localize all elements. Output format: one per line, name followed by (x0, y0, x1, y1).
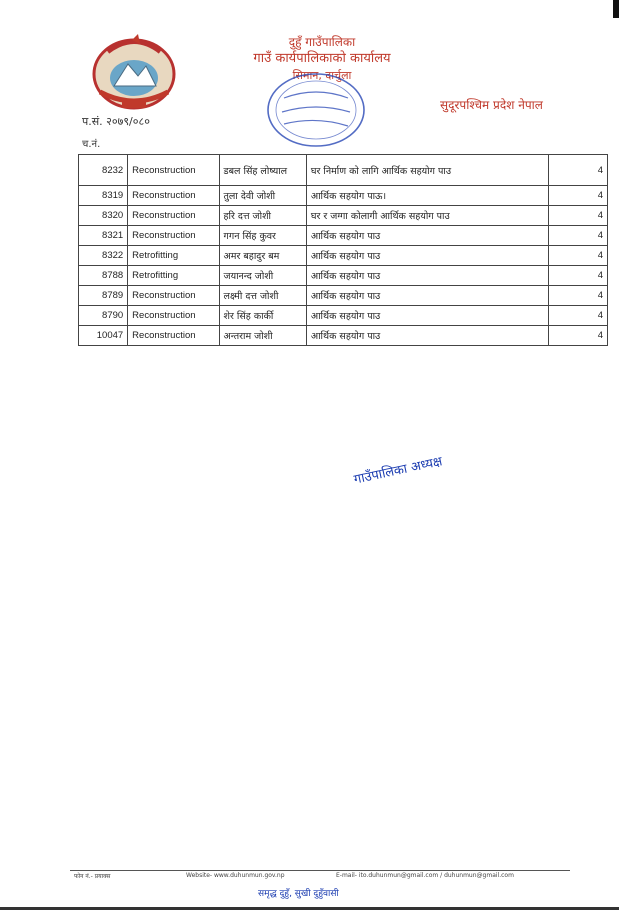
cell-name: शेर सिंह कार्की (219, 306, 306, 326)
cell-count: 4 (548, 326, 607, 346)
cell-type: Reconstruction (128, 186, 219, 206)
footer-email: E-mail- ito.duhunmun@gmail.com / duhunmun@gmail.com (336, 872, 514, 879)
scan-edge-mark (613, 0, 619, 18)
office-name: गाउँ कार्यपालिकाको कार्यालय (253, 51, 391, 66)
cell-count: 4 (548, 226, 607, 246)
province-name: सुदूरपश्चिम प्रदेश नेपाल (440, 98, 543, 112)
cell-type: Retrofitting (128, 246, 219, 266)
cell-name: अन्तराम जोशी (219, 326, 306, 346)
table-row (79, 226, 608, 246)
reference-number: प.सं. २०७९/०८० (82, 115, 150, 128)
cell-count: 4 (548, 206, 607, 226)
cell-id: 8320 (79, 206, 128, 226)
cell-purpose: आर्थिक सहयोग पाउ (306, 286, 548, 306)
table-row (79, 186, 608, 206)
footer-divider (70, 870, 570, 871)
cell-purpose: आर्थिक सहयोग पाउ (306, 326, 548, 346)
cell-type: Reconstruction (128, 226, 219, 246)
cell-count: 4 (548, 306, 607, 326)
table-row (79, 306, 608, 326)
beneficiary-table (78, 154, 608, 346)
cell-name: अमर बहादुर बम (219, 246, 306, 266)
cell-purpose: आर्थिक सहयोग पाउ (306, 266, 548, 286)
cell-name: डबल सिंह लोष्याल (219, 155, 306, 186)
municipality-name: दुहुँ गाउँपालिका (288, 35, 356, 49)
cell-purpose: घर र जग्गा कोलागी आर्थिक सहयोग पाउ (306, 206, 548, 226)
footer-slogan: समृद्ध दुहुँ, सुखी दुहुँवासी (258, 889, 339, 899)
table-row (79, 326, 608, 346)
footer-website: Website- www.duhunmun.gov.np (186, 872, 285, 879)
cell-purpose: आर्थिक सहयोग पाउ (306, 246, 548, 266)
cell-id: 8319 (79, 186, 128, 206)
cell-count: 4 (548, 246, 607, 266)
cell-name: लक्ष्मी दत्त जोशी (219, 286, 306, 306)
chairperson-signature-title: गाउँपालिका अध्यक्ष (352, 454, 444, 488)
cell-type: Retrofitting (128, 266, 219, 286)
cell-purpose: घर निर्माण को लागि आर्थिक सहयोग पाउ (306, 155, 548, 186)
table-row (79, 286, 608, 306)
cell-type: Reconstruction (128, 326, 219, 346)
office-stamp (262, 68, 370, 152)
cell-purpose: आर्थिक सहयोग पाऊ। (306, 186, 548, 206)
cell-type: Reconstruction (128, 155, 219, 186)
footer-phone: फोन नं.- प्रयाक्स (74, 873, 111, 880)
cell-count: 4 (548, 286, 607, 306)
cell-id: 8789 (79, 286, 128, 306)
cell-id: 8232 (79, 155, 128, 186)
office-location: सिमान, दार्चुला (292, 69, 352, 82)
cell-id: 8321 (79, 226, 128, 246)
cell-purpose: आर्थिक सहयोग पाउ (306, 306, 548, 326)
cell-id: 8322 (79, 246, 128, 266)
dispatch-number: च.नं. (82, 139, 101, 150)
cell-id: 8790 (79, 306, 128, 326)
nepal-emblem-logo (88, 30, 180, 112)
table-row (79, 155, 608, 186)
cell-name: जयानन्द जोशी (219, 266, 306, 286)
cell-purpose: आर्थिक सहयोग पाउ (306, 226, 548, 246)
cell-type: Reconstruction (128, 306, 219, 326)
cell-count: 4 (548, 266, 607, 286)
cell-count: 4 (548, 155, 607, 186)
cell-count: 4 (548, 186, 607, 206)
cell-type: Reconstruction (128, 286, 219, 306)
cell-name: तुला देवी जोशी (219, 186, 306, 206)
cell-name: हरि दत्त जोशी (219, 206, 306, 226)
cell-type: Reconstruction (128, 206, 219, 226)
cell-id: 8788 (79, 266, 128, 286)
cell-name: गगन सिंह कुवर (219, 226, 306, 246)
table-row (79, 206, 608, 226)
table-row (79, 266, 608, 286)
cell-id: 10047 (79, 326, 128, 346)
table-row (79, 246, 608, 266)
